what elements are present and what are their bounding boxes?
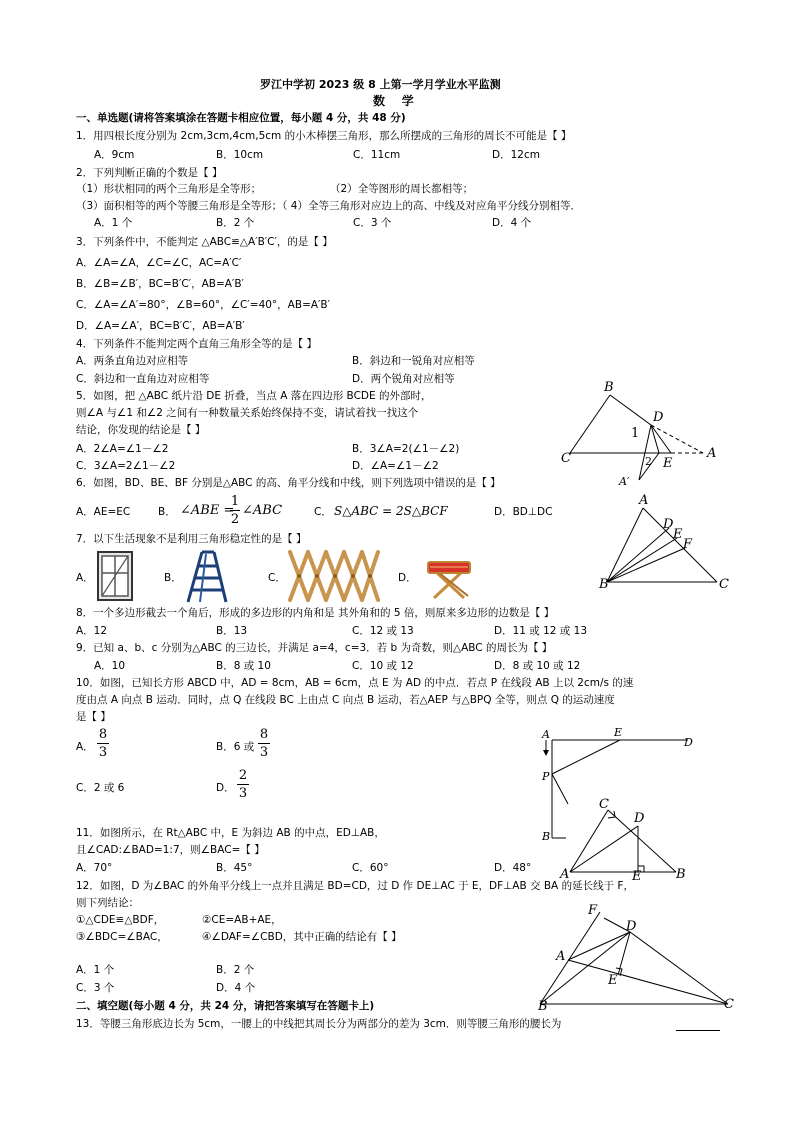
option-b: B．2 个	[216, 964, 255, 976]
question-stem: 9．已知 a、b、c 分别为△ABC 的三边长，并满足 a=4，c=3．若 b 为奇数，则△ABC 的周长为【 】	[76, 642, 553, 654]
label-a: A	[556, 949, 566, 964]
option-c-letter: C．	[268, 572, 286, 584]
fraction-eight-thirds: 8 3	[259, 727, 269, 760]
option-d: D．∠A=∠1－∠2	[352, 460, 439, 472]
option-c: C．12 或 13	[352, 625, 414, 637]
option-c-expr: S△ABC = 2S△BCF	[334, 504, 448, 518]
option-a: A．10	[94, 660, 126, 672]
question-stem: 则下列结论：	[76, 897, 139, 909]
option-a: A．70°	[76, 862, 113, 874]
fraction-two-thirds: 2 3	[238, 768, 248, 801]
question-stem: 6．如图，BD、BE、BF 分别是△ABC 的高、角平分线和中线，则下列选项中错误的是【 】	[76, 477, 501, 489]
question-stem: 7．以下生活现象不是利用三角形稳定性的是【 】	[76, 533, 307, 545]
label-e: E	[632, 869, 642, 884]
question-stem: 1．用四根长度分别为 2cm,3cm,4cm,5cm 的小木棒摆三角形，那么所摆成的三角形的周长不可能是【 】	[76, 130, 572, 142]
label-d: D	[634, 811, 645, 826]
question-stem: 13．等腰三角形底边长为 5cm，一腰上的中线把其周长分为两部分的差为 3cm．则等腰三角形的腰长为	[76, 1018, 562, 1030]
option-d: D．48°	[494, 862, 532, 874]
window-frame-image	[97, 551, 133, 601]
fraction-eight-thirds: 8 3	[98, 727, 108, 760]
section-heading: 一、单选题(请将答案填涂在答题卡相应位置，每小题 4 分，共 48 分)	[76, 112, 406, 124]
expandable-rack-image	[286, 548, 382, 604]
label-a: A	[560, 867, 570, 882]
option-b-prefix: B．	[158, 506, 176, 518]
label-e: E	[614, 726, 623, 739]
option-c: C．10 或 12	[352, 660, 414, 672]
option-c: C．3∠A=2∠1－∠2	[76, 460, 176, 472]
question-stem: 则∠A 与∠1 和∠2 之间有一种数量关系始终保持不变，请试着找一找这个	[76, 407, 419, 419]
option-d: D．两个锐角对应相等	[352, 373, 455, 385]
option-a: A．∠A=∠A，∠C=∠C，AC=A′C′	[76, 257, 242, 269]
label-b: B	[538, 999, 548, 1014]
label-d: D	[653, 410, 664, 425]
conclusion-1: ①△CDE≌△BDF，	[76, 914, 165, 926]
label-a: A	[707, 446, 717, 461]
step-ladder-image	[180, 548, 235, 604]
label-c: C	[561, 451, 571, 466]
option-d: D．11 或 12 或 13	[494, 625, 588, 637]
option-c: C．∠A=∠A′=80°，∠B=60°，∠C′=40°，AB=A′B′	[76, 299, 331, 311]
label-b: B	[599, 577, 609, 592]
option-b: B．3∠A=2(∠1－∠2)	[352, 443, 460, 455]
answer-blank[interactable]	[676, 1017, 720, 1031]
folding-stool-image	[424, 556, 474, 600]
statement-2: （2）全等图形的周长都相等；	[330, 183, 474, 195]
option-b: B．8 或 10	[216, 660, 271, 672]
option-b-rhs: ∠ABC	[242, 503, 283, 518]
option-c: C．60°	[352, 862, 389, 874]
question-stem: 2．下列判断正确的个数是【 】	[76, 167, 223, 179]
question-stem: 11．如图所示，在 Rt△ABC 中，E 为斜边 AB 的中点，ED⊥AB，	[76, 827, 385, 839]
option-d-prefix: D．	[216, 782, 235, 794]
conclusion-2: ②CE=AB+AE，	[202, 914, 282, 926]
question-stem: 度由点 A 向点 B 运动．同时，点 Q 在线段 BC 上由点 C 向点 B 运动，若△AEP 与△BPQ 全等，则点 Q 的运动速度	[76, 694, 615, 706]
label-e: E	[673, 527, 683, 542]
label-b: B	[604, 380, 614, 395]
option-a: A．9cm	[94, 149, 135, 161]
label-c: C	[724, 997, 734, 1012]
label-p: P	[542, 770, 550, 783]
option-a-letter: A．	[76, 572, 94, 584]
option-d: D．∠A=∠A′，BC=B′C′，AB=A′B′	[76, 320, 245, 332]
option-c: C．2 或 6	[76, 782, 125, 794]
option-b-letter: B．	[164, 572, 182, 584]
question-stem: 结论，你发现的结论是【 】	[76, 424, 206, 436]
option-d-letter: D．	[398, 572, 417, 584]
triangle-bd-be-bf-figure	[595, 493, 735, 593]
option-b-lhs: ∠ABE =	[180, 503, 235, 518]
label-a-prime: A′	[619, 475, 630, 488]
label-c: C	[599, 797, 609, 812]
label-d: D	[663, 517, 674, 532]
option-c: C．11cm	[353, 149, 401, 161]
angle-bisector-figure	[522, 902, 740, 1014]
exam-title: 罗江中学初 2023 级 8 上第一学月学业水平监测	[260, 78, 501, 91]
label-d: D	[684, 736, 693, 749]
option-b: B．13	[216, 625, 248, 637]
right-triangle-abc-figure	[560, 797, 686, 884]
label-f: F	[683, 537, 693, 552]
label-2: 2	[645, 455, 652, 468]
conclusion-4: ④∠DAF=∠CBD，其中正确的结论有【 】	[202, 931, 402, 943]
option-a: A．2∠A=∠1－∠2	[76, 443, 169, 455]
option-d: D．12cm	[492, 149, 540, 161]
option-b: B．45°	[216, 862, 253, 874]
fraction-one-half: 1 2	[230, 494, 240, 527]
label-b: B	[676, 867, 686, 882]
option-d: D．4 个	[216, 982, 256, 994]
option-a-prefix: A．	[76, 741, 94, 753]
label-e: E	[608, 973, 618, 988]
label-c: C	[719, 577, 729, 592]
question-stem: 8．一个多边形截去一个角后，形成的多边形的内角和是 其外角和的 5 倍，则原来多边形的边数是【 】	[76, 607, 555, 619]
question-stem: 且∠CAD:∠BAD=1:7，则∠BAC=【 】	[76, 844, 265, 856]
label-a: A	[542, 728, 550, 741]
conclusion-3: ③∠BDC=∠BAC，	[76, 931, 168, 943]
question-stem: 4．下列条件不能判定两个直角三角形全等的是【 】	[76, 338, 318, 350]
statement-1: （1）形状相同的两个三角形是全等形；	[76, 183, 262, 195]
option-d: D．8 或 10 或 12	[494, 660, 581, 672]
question-stem: 是【 】	[76, 711, 111, 723]
option-b: B．∠B=∠B′，BC=B′C′，AB=A′B′	[76, 278, 244, 290]
option-b: B．10cm	[216, 149, 264, 161]
option-b: B．斜边和一锐角对应相等	[352, 355, 475, 367]
label-1: 1	[631, 426, 640, 441]
option-a: A．AE=EC	[76, 506, 131, 518]
question-stem: 3．下列条件中，不能判定 △ABC≌△A′B′C′，的是【 】	[76, 236, 333, 248]
option-c: C．斜边和一直角边对应相等	[76, 373, 210, 385]
option-c: C．3 个	[353, 217, 392, 229]
option-a: A．两条直角边对应相等	[76, 355, 189, 367]
question-stem: 10．如图，已知长方形 ABCD 中，AD = 8cm，AB = 6cm，点 E 为 AD 的中点．若点 P 在线段 AB 上以 2cm/s 的速	[76, 677, 634, 689]
question-stem: 12．如图，D 为∠BAC 的外角平分线上一点并且满足 BD=CD，过 D 作 DE⊥AC 于 E，DF⊥AB 交 BA 的延长线于 F，	[76, 880, 634, 892]
label-a: A	[639, 493, 649, 508]
option-b: B．2 个	[216, 217, 255, 229]
section-heading: 二、填空题(每小题 4 分，共 24 分，请把答案填写在答题卡上)	[76, 1000, 375, 1012]
subject-title: 数 学	[373, 94, 414, 108]
label-e: E	[663, 456, 673, 471]
option-a: A．1 个	[94, 217, 133, 229]
fold-triangle-figure	[555, 380, 730, 490]
question-stem: 5．如图，把 △ABC 纸片沿 DE 折叠，当点 A 落在四边形 BCDE 的外部时，	[76, 390, 432, 402]
option-c-prefix: C．	[314, 506, 332, 518]
option-d: D．4 个	[492, 217, 532, 229]
label-b: B	[542, 830, 551, 843]
label-d: D	[626, 919, 637, 934]
statement-3-4: （3）面积相等的两个等腰三角形是全等形；（ 4）全等三角形对应边上的高、中线及对应角平分线分别相等．	[76, 200, 581, 212]
option-c: C．3 个	[76, 982, 115, 994]
label-f: F	[588, 903, 598, 918]
option-b-prefix: B．6 或	[216, 741, 255, 753]
option-a: A．12	[76, 625, 108, 637]
option-a: A．1 个	[76, 964, 115, 976]
option-d: D．BD⊥DC	[494, 506, 553, 518]
